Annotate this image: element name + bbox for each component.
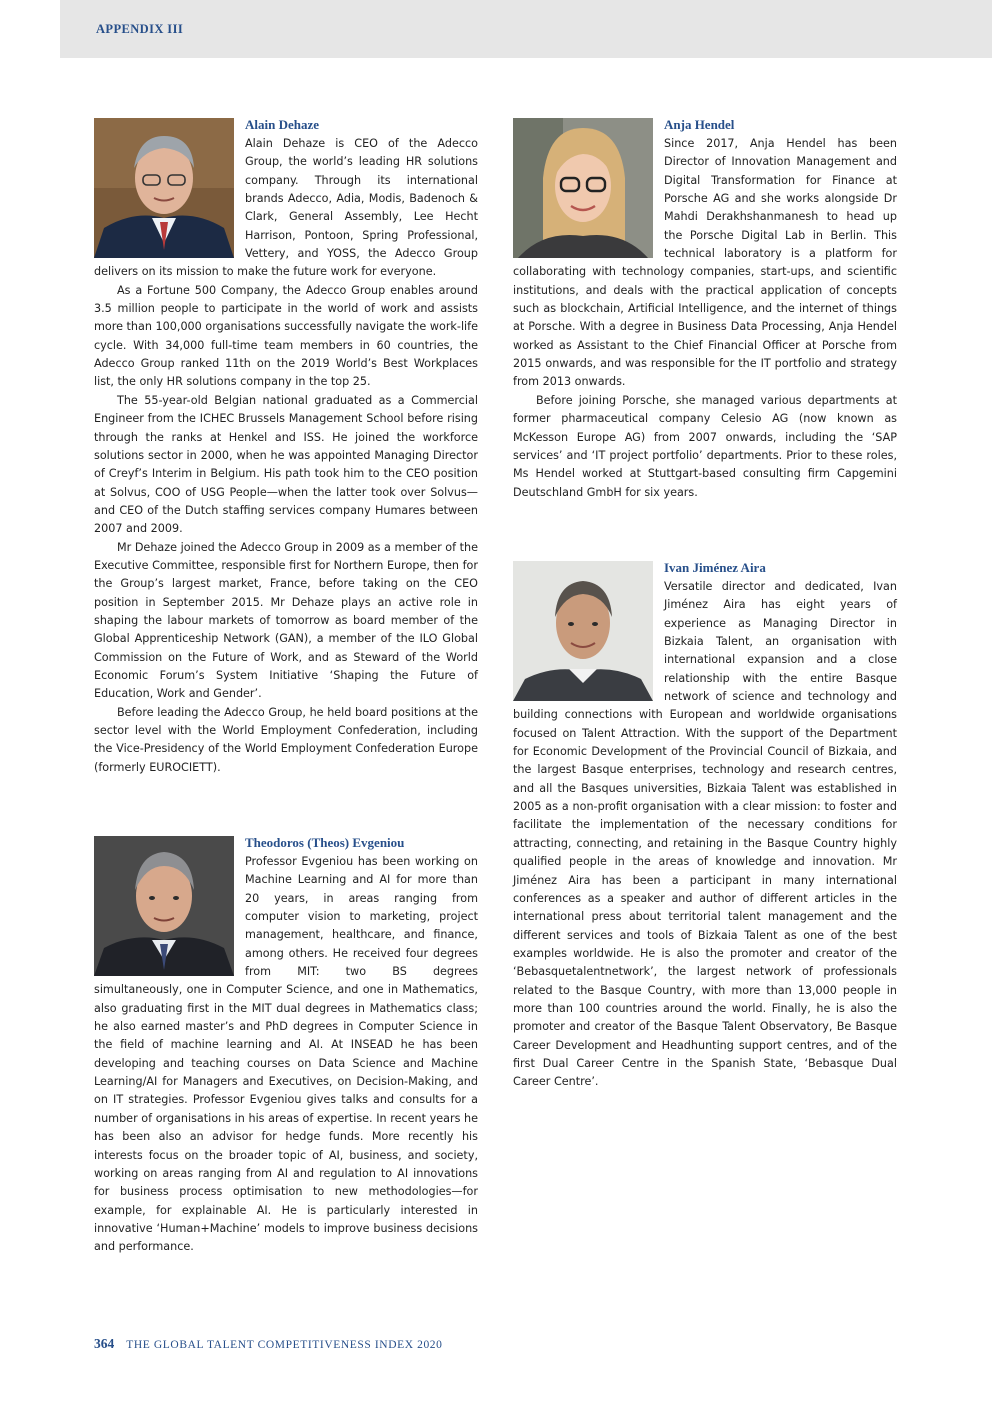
portrait-image (94, 836, 234, 976)
portrait-image (513, 561, 653, 701)
person-name: Theodoros (Theos) Evgeniou (245, 835, 405, 850)
bio-paragraph: Versatile director and dedicated, Ivan Jiménez Aira has eight years of experience as Managing Director in Bizkaia Talent, an organisation with international expansion and a close relationship with the entire Basque network of science and technology and building connections with European and worldwide organisations focused on Talent Attraction. With the support of the Department for Economic Development of the Provincial Council of Bizkaia, and the largest Basque enterprises, technology and research centres, and all the Basques universities, Bizkaia Talent was established in 2005 as a non-profit organisation with a clear mission: to foster and facilitate the implementation of the necessary conditions for attracting, connecting, and retaining in the Basque Country highly qualified people in the areas of knowledge and innovation. Mr Jiménez Aira has been a participant in many international conferences as a speaker and author of different articles in the international press about territorial talent management and the different services and tools of Bizkaia Talent as one of the best examples worldwide. He is also the promoter and creator of the ‘Bebasquetalentnetwork’, the largest network of professionals related to the Basque Country, with more than 13,000 people in more than 100 countries around the world. Finally, he is also the promoter and creator of the Basque Talent Observatory, Be Basque Career Development and Headhunting support centres, and of the first Dual Career Centre in the Spanish State, ‘Bebasque Dual Career Centre’. (513, 580, 897, 1089)
bio-paragraph: Alain Dehaze is CEO of the Adecco Group, the world’s leading HR solutions company. Through its international brands Adecco, Adia, Modis, Badenoch & Clark, General Assembly, Lee Hecht Harrison, Pontoon, Spring Professional, Vettery, and YOSS, the Adecco Group delivers on its mission to make the future work for everyone. (94, 137, 478, 279)
page-number: 364 (94, 1336, 115, 1351)
bio-theodoros-evgeniou (94, 836, 478, 1257)
header-band (60, 0, 992, 58)
bio-paragraph: Before joining Porsche, she managed various departments at former pharmaceutical company Celesio AG (now known as McKesson Europe AG) from 2007 onwards, including the ‘SAP services’ and ‘IT project portfolio’ departments. Prior to these roles, Ms Hendel worked at Stuttgart-based consulting firm Capgemini Deutschland GmbH for six years. (513, 393, 897, 499)
bio-anja-hendel (513, 118, 897, 502)
bio-paragraph: Since 2017, Anja Hendel has been Director of Innovation Management and Digital Transformation for Finance at Porsche AG and she works alongside Dr Mahdi Derakhshanmanesh to head up the Porsche Digital Lab in Berlin. This technical laboratory is a platform for collaborating with technology companies, start-ups, and scientific institutions, and deals with the practical application of concepts such as blockchain, Artificial Intelligence, and the internet of things at Porsche. With a degree in Business Data Processing, Anja Hendel worked as Assistant to the Chief Financial Officer at Porsche from 2015 onwards, and was responsible for the IT portfolio and strategy from 2013 onwards. (513, 137, 897, 389)
bio-paragraph: Professor Evgeniou has been working on Machine Learning and AI for more than 20 years, in areas ranging from computer vision to marketing, project management, healthcare, and finance, among others. He received four degrees from MIT: two BS degrees simultaneously, one in Computer Science, and one in Mathematics, also graduating first in the MIT dual degrees in Mathematics class; he also earned master’s and PhD degrees in Computer Science in the field of machine learning and AI. At INSEAD he has been developing and teaching courses on Data Science and Machine Learning/AI for Managers and Executives, on Decision-Making, and on IT strategies. Professor Evgeniou gives talks and consults for a number of organisations in his areas of expertise. In recent years he has been also an advisor for hedge funds. More recently his interests focus on the broader topic of AI, business, and society, working on areas ranging from AI and regulation to AI innovations for business process optimisation to new methodologies—for example, for explainable AI. He is particularly interested in innovative ‘Human+Machine’ models to improve business decisions and performance. (94, 855, 478, 1254)
portrait-photo (94, 836, 234, 976)
bio-paragraph: Mr Dehaze joined the Adecco Group in 2009 as a member of the Executive Committee, responsible first for Northern Europe, then for the Group’s largest market, France, before taking on the CEO position in September 2015. Mr Dehaze plays an active role in shaping the labour markets of tomorrow as board member of the Global Apprenticeship Network (GAN), a member of the ILO Global Commission on the Future of Work, and as Steward of the World Economic Forum’s System Initiative ‘Shaping the Future of Education, Work and Gender’. (94, 540, 478, 701)
portrait-image (513, 118, 653, 258)
publication-title: THE GLOBAL TALENT COMPETITIVENESS INDEX 2020 (126, 1339, 443, 1351)
portrait-photo (513, 118, 653, 258)
portrait-photo (513, 561, 653, 701)
bio-alain-dehaze (94, 118, 478, 777)
person-name: Anja Hendel (664, 117, 735, 132)
bio-paragraph: Before leading the Adecco Group, he held board positions at the sector level with the World Employment Confederation, including the Vice-Presidency of the World Employment Confederation Europe (formerly EUROCIETT). (94, 705, 478, 774)
bio-paragraph: As a Fortune 500 Company, the Adecco Group enables around 3.5 million people to participate in the world of work and assists more than 100,000 organisations successfully navigate the work-life cycle. With 34,000 full-time team members in 60 countries, the Adecco Group ranked 11th on the 2019 World’s Best Workplaces list, the only HR solutions company in the top 25. (94, 283, 478, 389)
bio-paragraph: The 55-year-old Belgian national graduated as a Commercial Engineer from the ICHEC Brussels Management School before rising through the ranks at Henkel and ISS. He joined the workforce solutions sector in 2000, when he was appointed Managing Director of Creyf’s Interim in Belgium. His path took him to the CEO position at Solvus, COO of USG People—when the latter took over Solvus—and CEO of the Dutch staffing services company Humares between 2007 and 2009. (94, 393, 478, 536)
person-name: Alain Dehaze (245, 117, 320, 132)
section-label: APPENDIX III (96, 22, 184, 36)
person-name: Ivan Jiménez Aira (664, 560, 766, 575)
bio-ivan-jimenez-aira (513, 561, 897, 1092)
portrait-image (94, 118, 234, 258)
portrait-photo (94, 118, 234, 258)
page-footer (94, 1335, 443, 1353)
